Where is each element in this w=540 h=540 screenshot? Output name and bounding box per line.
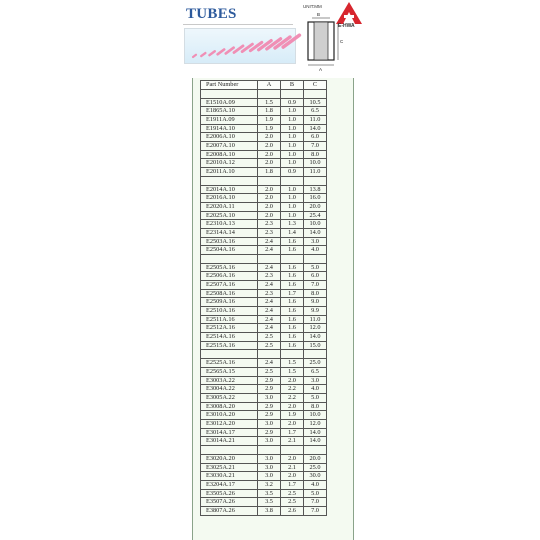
a-cell: 2.9 [258, 385, 281, 394]
c-cell: 5.0 [304, 394, 327, 403]
table-row [201, 437, 327, 446]
table-row [201, 263, 327, 272]
table-row [201, 498, 327, 507]
a-cell: 2.4 [258, 359, 281, 368]
part-number-cell: E3014A.17 [201, 428, 258, 437]
a-cell: 2.4 [258, 237, 281, 246]
spacer-cell [201, 176, 258, 185]
a-cell: 2.3 [258, 272, 281, 281]
a-cell: 2.0 [258, 194, 281, 203]
part-number-cell: E2509A.16 [201, 298, 258, 307]
col-part-number: Part Number [201, 81, 258, 90]
b-cell: 1.0 [281, 150, 304, 159]
part-number-cell: E2503A.16 [201, 237, 258, 246]
part-number-cell: E2020A.11 [201, 202, 258, 211]
part-number-cell: E1865A.10 [201, 107, 258, 116]
part-number-cell: E2014A.10 [201, 185, 258, 194]
spacer-cell [201, 350, 258, 359]
b-cell: 2.1 [281, 437, 304, 446]
b-cell: 1.3 [281, 220, 304, 229]
part-number-cell: E3005A.22 [201, 394, 258, 403]
c-cell: 10.5 [304, 98, 327, 107]
c-cell: 12.0 [304, 324, 327, 333]
table-row [201, 419, 327, 428]
tube-bore [314, 22, 328, 60]
dim-a-label: A [319, 67, 323, 72]
b-cell: 1.6 [281, 341, 304, 350]
table-row [201, 220, 327, 229]
c-cell: 14.0 [304, 333, 327, 342]
part-number-cell: E2016A.10 [201, 194, 258, 203]
part-number-cell: E2507A.16 [201, 281, 258, 290]
c-cell: 10.0 [304, 220, 327, 229]
b-cell: 1.6 [281, 324, 304, 333]
c-cell: 9.9 [304, 307, 327, 316]
table-row [201, 489, 327, 498]
b-cell: 1.0 [281, 107, 304, 116]
tube-sample [193, 55, 196, 57]
table-row [201, 463, 327, 472]
b-cell: 1.6 [281, 246, 304, 255]
page-title: TUBES [186, 6, 237, 22]
tube-sample [209, 51, 214, 55]
b-cell: 1.6 [281, 272, 304, 281]
table-row [201, 402, 327, 411]
c-cell: 6.0 [304, 133, 327, 142]
group-spacer [201, 254, 327, 263]
b-cell: 1.5 [281, 359, 304, 368]
c-cell: 11.0 [304, 167, 327, 176]
b-cell: 2.0 [281, 402, 304, 411]
table-row [201, 194, 327, 203]
c-cell: 15.0 [304, 341, 327, 350]
c-cell: 6.0 [304, 272, 327, 281]
part-number-cell: E2505A.16 [201, 263, 258, 272]
part-number-cell: E3008A.20 [201, 402, 258, 411]
b-cell: 1.0 [281, 115, 304, 124]
table-row [201, 246, 327, 255]
table-row [201, 307, 327, 316]
a-cell: 2.0 [258, 159, 281, 168]
part-number-cell: E2510A.16 [201, 307, 258, 316]
b-cell: 2.5 [281, 498, 304, 507]
a-cell: 3.0 [258, 454, 281, 463]
part-number-cell: E3507A.26 [201, 498, 258, 507]
spacer-cell [281, 89, 304, 98]
table-row [201, 150, 327, 159]
a-cell: 3.0 [258, 419, 281, 428]
table-row [201, 133, 327, 142]
table-row [201, 272, 327, 281]
c-cell: 5.0 [304, 263, 327, 272]
part-number-cell: E3003A.22 [201, 376, 258, 385]
tube-sample [218, 49, 225, 54]
tube-sample [201, 53, 205, 56]
a-cell: 3.0 [258, 472, 281, 481]
part-number-cell: E3014A.21 [201, 437, 258, 446]
parts-table [200, 80, 327, 516]
a-cell: 3.0 [258, 394, 281, 403]
c-cell: 25.4 [304, 211, 327, 220]
table-row [201, 211, 327, 220]
table-row [201, 385, 327, 394]
b-cell: 1.0 [281, 133, 304, 142]
a-cell: 2.4 [258, 298, 281, 307]
b-cell: 2.0 [281, 376, 304, 385]
table-header-row [201, 81, 327, 90]
b-cell: 1.0 [281, 124, 304, 133]
spacer-cell [258, 254, 281, 263]
c-cell: 5.0 [304, 489, 327, 498]
a-cell: 2.5 [258, 368, 281, 377]
a-cell: 2.5 [258, 341, 281, 350]
c-cell: 8.0 [304, 402, 327, 411]
a-cell: 3.8 [258, 506, 281, 515]
a-cell: 2.4 [258, 315, 281, 324]
b-cell: 1.7 [281, 289, 304, 298]
spacer-cell [304, 254, 327, 263]
part-number-cell: E2511A.16 [201, 315, 258, 324]
b-cell: 1.5 [281, 368, 304, 377]
a-cell: 2.0 [258, 150, 281, 159]
table-row [201, 480, 327, 489]
b-cell: 0.9 [281, 167, 304, 176]
b-cell: 2.5 [281, 489, 304, 498]
a-cell: 2.4 [258, 324, 281, 333]
b-cell: 1.6 [281, 333, 304, 342]
col-c: C [304, 81, 327, 90]
a-cell: 2.4 [258, 246, 281, 255]
b-cell: 1.7 [281, 428, 304, 437]
table-row [201, 124, 327, 133]
table-row [201, 359, 327, 368]
b-cell: 2.0 [281, 472, 304, 481]
table-row [201, 341, 327, 350]
part-number-cell: E3020A.20 [201, 454, 258, 463]
b-cell: 0.9 [281, 98, 304, 107]
c-cell: 4.0 [304, 385, 327, 394]
spacer-cell [258, 89, 281, 98]
b-cell: 1.0 [281, 185, 304, 194]
a-cell: 2.3 [258, 289, 281, 298]
c-cell: 7.0 [304, 281, 327, 290]
b-cell: 1.6 [281, 281, 304, 290]
spacer-cell [281, 445, 304, 454]
col-b: B [281, 81, 304, 90]
a-cell: 2.9 [258, 411, 281, 420]
a-cell: 2.0 [258, 202, 281, 211]
tubes-illustration [185, 29, 295, 63]
table-row [201, 281, 327, 290]
c-cell: 3.0 [304, 376, 327, 385]
spacer-cell [258, 350, 281, 359]
b-cell: 1.0 [281, 194, 304, 203]
table-row [201, 289, 327, 298]
part-number-cell: E3505A.26 [201, 489, 258, 498]
b-cell: 1.6 [281, 315, 304, 324]
e-hwa-logo [336, 2, 362, 24]
b-cell: 1.7 [281, 480, 304, 489]
b-cell: 1.9 [281, 411, 304, 420]
c-cell: 6.5 [304, 107, 327, 116]
part-number-cell: E2310A.13 [201, 220, 258, 229]
c-cell: 8.0 [304, 289, 327, 298]
spacer-cell [258, 445, 281, 454]
b-cell: 1.0 [281, 211, 304, 220]
part-number-cell: E3012A.20 [201, 419, 258, 428]
table-row [201, 454, 327, 463]
part-number-cell: E3030A.21 [201, 472, 258, 481]
part-number-cell: E2314A.14 [201, 228, 258, 237]
part-number-cell: E2025A.10 [201, 211, 258, 220]
c-cell: 4.0 [304, 246, 327, 255]
spacer-cell [281, 350, 304, 359]
spacer-cell [304, 89, 327, 98]
group-spacer [201, 89, 327, 98]
a-cell: 3.5 [258, 489, 281, 498]
a-cell: 1.9 [258, 115, 281, 124]
c-cell: 10.0 [304, 411, 327, 420]
part-number-cell: E2565A.15 [201, 368, 258, 377]
table-row [201, 185, 327, 194]
a-cell: 1.8 [258, 167, 281, 176]
table-row [201, 159, 327, 168]
table-row [201, 98, 327, 107]
part-number-cell: E2008A.10 [201, 150, 258, 159]
table-row [201, 506, 327, 515]
c-cell: 25.0 [304, 359, 327, 368]
c-cell: 9.0 [304, 298, 327, 307]
spacer-cell [304, 176, 327, 185]
tube-sample [226, 48, 234, 54]
part-number-cell: E2514A.16 [201, 333, 258, 342]
part-number-cell: E3010A.20 [201, 411, 258, 420]
part-number-cell: E2006A.10 [201, 133, 258, 142]
group-spacer [201, 445, 327, 454]
table-row [201, 472, 327, 481]
b-cell: 2.6 [281, 506, 304, 515]
c-cell: 20.0 [304, 202, 327, 211]
b-cell: 1.4 [281, 228, 304, 237]
table-row [201, 376, 327, 385]
table-row [201, 237, 327, 246]
c-cell: 16.0 [304, 194, 327, 203]
table-row [201, 228, 327, 237]
a-cell: 1.8 [258, 107, 281, 116]
spacer-cell [201, 445, 258, 454]
table-row [201, 167, 327, 176]
brand-name: E-HWA [338, 23, 355, 29]
table-row [201, 411, 327, 420]
b-cell: 1.0 [281, 141, 304, 150]
b-cell: 1.6 [281, 237, 304, 246]
b-cell: 1.6 [281, 307, 304, 316]
spacer-cell [258, 176, 281, 185]
b-cell: 2.2 [281, 394, 304, 403]
spacer-cell [304, 445, 327, 454]
c-cell: 7.0 [304, 498, 327, 507]
a-cell: 3.0 [258, 463, 281, 472]
spacer-cell [201, 254, 258, 263]
a-cell: 1.5 [258, 98, 281, 107]
c-cell: 14.0 [304, 437, 327, 446]
a-cell: 1.9 [258, 124, 281, 133]
part-number-cell: E2512A.16 [201, 324, 258, 333]
col-a: A [258, 81, 281, 90]
a-cell: 2.4 [258, 281, 281, 290]
a-cell: 2.0 [258, 185, 281, 194]
c-cell: 4.0 [304, 480, 327, 489]
c-cell: 10.0 [304, 159, 327, 168]
b-cell: 2.0 [281, 419, 304, 428]
part-number-cell: E2515A.16 [201, 341, 258, 350]
table-row [201, 394, 327, 403]
b-cell: 1.0 [281, 159, 304, 168]
table-row [201, 141, 327, 150]
c-cell: 25.0 [304, 463, 327, 472]
a-cell: 2.9 [258, 376, 281, 385]
part-number-cell: E2525A.16 [201, 359, 258, 368]
table-row [201, 368, 327, 377]
table-row [201, 115, 327, 124]
c-cell: 8.0 [304, 150, 327, 159]
b-cell: 2.1 [281, 463, 304, 472]
spacer-cell [281, 176, 304, 185]
a-cell: 2.0 [258, 141, 281, 150]
a-cell: 2.3 [258, 228, 281, 237]
table-row [201, 315, 327, 324]
a-cell: 2.4 [258, 307, 281, 316]
part-number-cell: E2010A.12 [201, 159, 258, 168]
part-number-cell: E1914A.10 [201, 124, 258, 133]
a-cell: 3.5 [258, 498, 281, 507]
c-cell: 7.0 [304, 506, 327, 515]
unit-label: UNIT:MM [303, 4, 322, 9]
a-cell: 2.0 [258, 133, 281, 142]
part-number-cell: E3807A.26 [201, 506, 258, 515]
part-number-cell: E3025A.21 [201, 463, 258, 472]
c-cell: 13.8 [304, 185, 327, 194]
c-cell: 6.5 [304, 368, 327, 377]
dim-c-label: C [340, 39, 344, 44]
c-cell: 11.0 [304, 315, 327, 324]
title-divider [183, 24, 293, 25]
a-cell: 2.0 [258, 211, 281, 220]
b-cell: 1.6 [281, 298, 304, 307]
group-spacer [201, 176, 327, 185]
table-row [201, 202, 327, 211]
part-number-cell: E2007A.10 [201, 141, 258, 150]
part-number-cell: E3004A.22 [201, 385, 258, 394]
part-number-cell: E2504A.16 [201, 246, 258, 255]
table-row [201, 324, 327, 333]
part-number-cell: E1510A.09 [201, 98, 258, 107]
a-cell: 3.2 [258, 480, 281, 489]
c-cell: 11.0 [304, 115, 327, 124]
table-row [201, 298, 327, 307]
b-cell: 1.0 [281, 202, 304, 211]
group-spacer [201, 350, 327, 359]
c-cell: 3.0 [304, 237, 327, 246]
spacer-cell [201, 89, 258, 98]
a-cell: 2.9 [258, 402, 281, 411]
a-cell: 2.5 [258, 333, 281, 342]
part-number-cell: E2506A.16 [201, 272, 258, 281]
part-number-cell: E3204A.17 [201, 480, 258, 489]
a-cell: 2.9 [258, 428, 281, 437]
c-cell: 7.0 [304, 141, 327, 150]
table-row [201, 428, 327, 437]
c-cell: 30.0 [304, 472, 327, 481]
a-cell: 3.0 [258, 437, 281, 446]
product-photo [184, 28, 296, 64]
c-cell: 14.0 [304, 228, 327, 237]
table-row [201, 333, 327, 342]
spacer-cell [304, 350, 327, 359]
c-cell: 20.0 [304, 454, 327, 463]
part-number-cell: E2508A.16 [201, 289, 258, 298]
c-cell: 12.0 [304, 419, 327, 428]
a-cell: 2.3 [258, 220, 281, 229]
c-cell: 14.0 [304, 124, 327, 133]
c-cell: 14.0 [304, 428, 327, 437]
table-body [201, 89, 327, 515]
table-row [201, 107, 327, 116]
b-cell: 2.0 [281, 454, 304, 463]
spacer-cell [281, 254, 304, 263]
a-cell: 2.4 [258, 263, 281, 272]
part-number-cell: E1911A.09 [201, 115, 258, 124]
dim-b-label: B [317, 12, 321, 17]
b-cell: 2.2 [281, 385, 304, 394]
part-number-cell: E2011A.10 [201, 167, 258, 176]
b-cell: 1.6 [281, 263, 304, 272]
